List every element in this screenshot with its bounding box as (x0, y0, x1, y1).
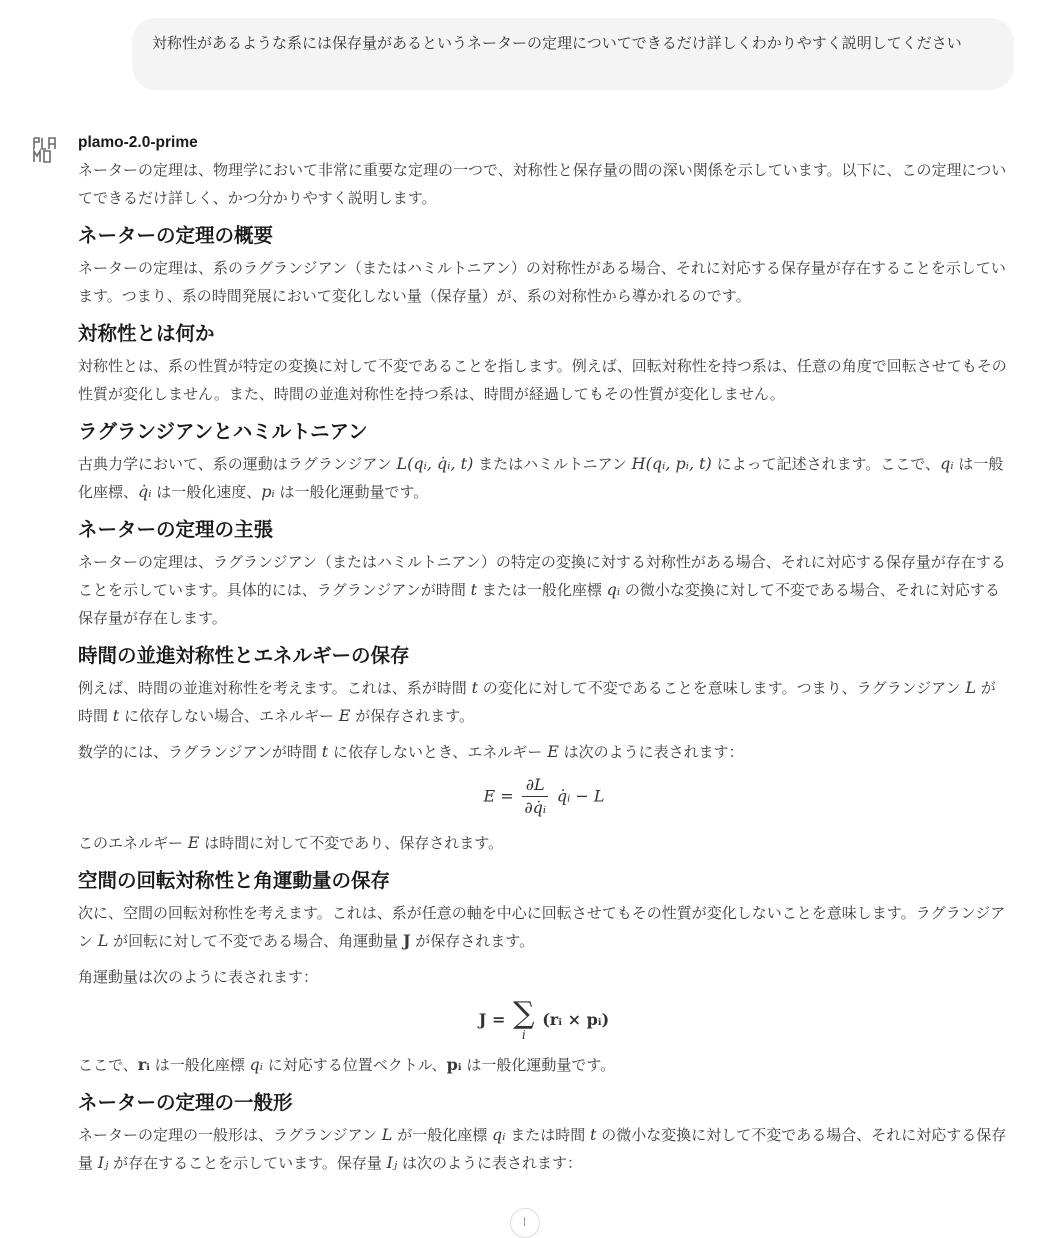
equation-energy: E = $\frac{\partial L}{\text{∂q̇ᵢ}}$ q̇ᵢ − L (483, 775, 605, 817)
paragraph-general: ネーターの定理の一般形は、ラグランジアン L が一般化座標 qᵢ または時間 t の微小な変換に対して不変である場合、それに対応する保存量 Iⱼ が存在することを示しています。保存量 Iⱼ は次のように表されます： (78, 1125, 1007, 1172)
section-heading-claim: ネーターの定理の主張 (78, 518, 274, 541)
section-heading-overview: ネーターの定理の概要 (78, 224, 274, 247)
math-hamiltonian: H(qᵢ, pᵢ, t) (631, 454, 712, 473)
section-heading-general: ネーターの定理の一般形 (78, 1091, 293, 1114)
section-heading-symmetry: 対称性とは何か (78, 322, 215, 345)
section-heading-lagrangian: ラグランジアンとハミルトニアン (78, 420, 368, 443)
plamo-logo-icon (32, 136, 60, 164)
scroll-down-icon[interactable] (510, 1208, 540, 1238)
paragraph-angular-def: ここで、rᵢ は一般化座標 qᵢ に対応する位置ベクトル、pᵢ は一般化運動量です。 (78, 1055, 616, 1074)
intro-paragraph: ネーターの定理は、物理学において非常に重要な定理の一つで、対称性と保存量の間の深い関係を示しています。以下に、この定理についてできるだけ詳しく、かつ分かりやすく説明します。 (78, 161, 1007, 207)
paragraph-overview: ネーターの定理は、系のラグランジアン（またはハミルトニアン）の対称性がある場合、それに対応する保存量が存在することを示しています。つまり、系の時間発展において変化しない量（保存量）が、系の対称性から導かれるのです。 (78, 259, 1006, 305)
assistant-response (78, 156, 1010, 1185)
user-message-text: 対称性があるような系には保存量があるというネーターの定理についてできるだけ詳しくわかりやすく説明してください (152, 34, 962, 52)
equation-angular-momentum: J = ∑ i (rᵢ × pᵢ) (478, 996, 610, 1042)
section-heading-energy: 時間の並進対称性とエネルギーの保存 (78, 644, 410, 667)
user-message-bubble (132, 18, 1014, 90)
paragraph-angular: 次に、空間の回転対称性を考えます。これは、系が任意の軸を中心に回転させてもその性質が変化しないことを意味します。ラグランジアン L が回転に対して不変である場合、角運動量 J が保存されます。 (78, 904, 1006, 950)
section-heading-angular: 空間の回転対称性と角運動量の保存 (78, 869, 391, 892)
model-name: plamo-2.0-prime (78, 134, 198, 151)
paragraph-energy: 例えば、時間の並進対称性を考えます。これは、系が時間 t の変化に対して不変であることを意味します。つまり、ラグランジアン L が時間 t に依存しない場合、エネルギー E が保存されます。 (78, 678, 996, 725)
paragraph-angular-math: 角運動量は次のように表されます： (78, 968, 319, 986)
paragraph-claim: ネーターの定理は、ラグランジアン（またはハミルトニアン）の特定の変換に対する対称性がある場合、それに対応する保存量が存在することを示しています。具体的には、ラグランジアンが時間 t または一般化座標 qᵢ の微小な変換に対して不変である場合、それに対応する保存量が存在します。 (78, 553, 1006, 627)
paragraph-lagrangian: 古典力学において、系の運動はラグランジアン L(qᵢ, q̇ᵢ, t) またはハミルトニアン H(qᵢ, pᵢ, t) によって記述されます。ここで、qᵢ は一般化座標、q̇ᵢ は一般化速度、pᵢ は一般化運動量です。 (78, 454, 1004, 501)
paragraph-energy-math: 数学的には、ラグランジアンが時間 t に依存しないとき、エネルギー E は次のように表されます： (78, 742, 744, 761)
paragraph-symmetry: 対称性とは、系の性質が特定の変換に対して不変であることを指します。例えば、回転対称性を持つ系は、任意の角度で回転させてもその性質が変化しません。また、時間の並進対称性を持つ系は、時間が経過してもその性質が変化しません。 (78, 357, 1007, 403)
paragraph-energy-conserved: このエネルギー E は時間に対して不変であり、保存されます。 (78, 833, 504, 852)
math-lagrangian: L(qᵢ, q̇ᵢ, t) (396, 454, 474, 473)
